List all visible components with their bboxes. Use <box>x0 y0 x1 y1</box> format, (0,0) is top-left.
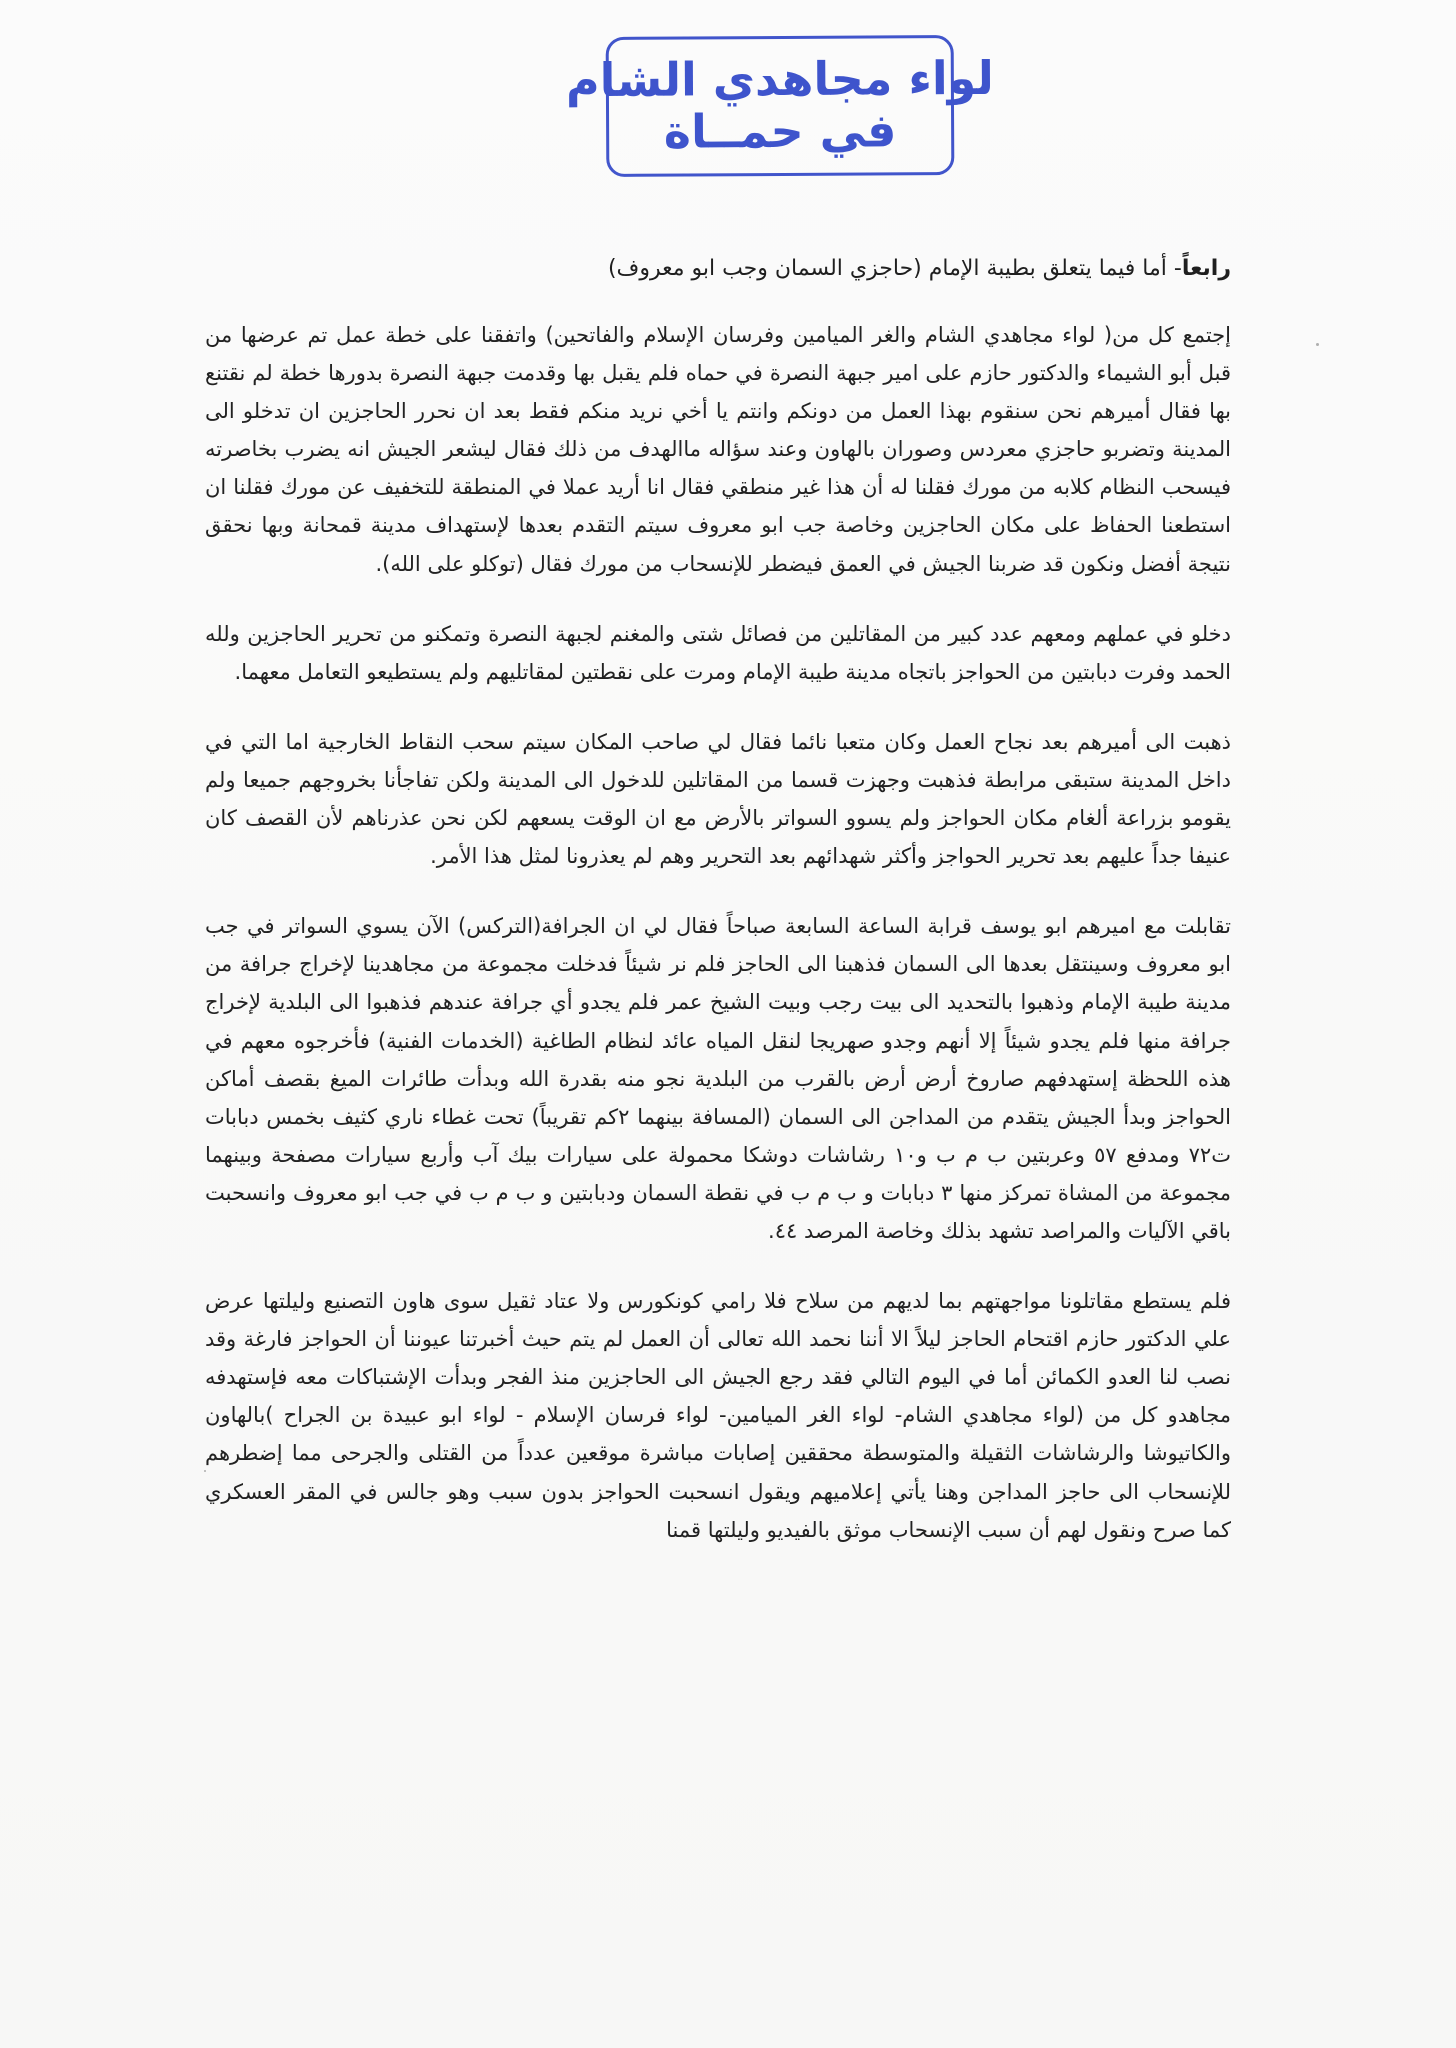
paragraph-1: إجتمع كل من( لواء مجاهدي الشام والغر الميامين وفرسان الإسلام والفاتحين) واتفقنا على خطة عمل تم عرضها من قبل أبو الشيماء والدكتور حازم على امير جبهة النصرة في حماه فلم يقبل بها وقدمت جبهة النصرة بدورها خطة لم نقتنع بها فقال أميرهم نحن سنقوم بهذا العمل من دونكم وانتم يا أخي نريد منكم فقط بعد ان نحرر الحاجزين ان تدخلو الى المدينة وتضربو حاجزي معردس وصوران بالهاون وعند سؤاله ماالهدف من ذلك فقال ليشعر الجيش انه يضرب بخاصرته فيسحب النظام كلابه من مورك فقلنا له أن هذا غير منطقي فقال انا أريد عملا في المنطقة للتخفيف عن مورك فقلنا ان استطعنا الحفاظ على مكان الحاجزين وخاصة جب ابو معروف سيتم التقدم بعدها لإستهداف مدينة قمحانة وبها نحقق نتيجة أفضل ونكون قد ضربنا الجيش في العمق فيضطر للإنسحاب من مورك فقال (توكلو على الله). <box>205 323 1231 576</box>
paragraph-5: فلم يستطع مقاتلونا مواجهتهم بما لديهم من سلاح فلا رامي كونكورس ولا عتاد ثقيل سوى هاون التصنيع وليلتها عرض علي الدكتور حازم اقتحام الحاجز ليلاً الا أننا نحمد الله تعالى أن العمل لم يتم حيث أخبرتنا عيوننا أن الحواجز فارغة وقد نصب لنا العدو الكمائن أما في اليوم التالي فقد رجع الجيش الى الحاجزين منذ الفجر وبدأت الإشتباكات معه فإستهدفه مجاهدو كل من (لواء مجاهدي الشام- لواء الغر الميامين- لواء فرسان الإسلام - لواء ابو عبيدة بن الجراح )بالهاون والكاتيوشا والرشاشات الثقيلة والمتوسطة محققين إصابات مباشرة موقعين عدداً من القتلى والجرحى مما إضطرهم للإنسحاب الى حاجز المداجن وهنا يأتي إعلاميهم ويقول انسحبت الحواجز بدون سبب وهو جالس في المقر العسكري كما صرح ونقول لهم أن سبب الإنسحاب موثق بالفيديو وليلتها قمنا <box>205 1289 1231 1542</box>
brigade-stamp <box>565 35 994 177</box>
paragraph-2: دخلو في عملهم ومعهم عدد كبير من المقاتلين من فصائل شتى والمغنم لجبهة النصرة وتمكنو من تحرير الحاجزين ولله الحمد وفرت دبابتين من الحواجز باتجاه مدينة طيبة الإمام ومرت على نقطتين لمقاتليهم ولم يستطيعو التعامل معهما. <box>205 621 1231 684</box>
section-label: رابعاً <box>1181 256 1231 281</box>
paragraph-3: ذهبت الى أميرهم بعد نجاح العمل وكان متعبا نائما فقال لي صاحب المكان سيتم سحب النقاط الخارجية اما التي في داخل المدينة ستبقى مرابطة فذهبت وجهزت قسما من المقاتلين للدخول الى المدينة ولكن تفاجأنا بخروجهم جميعا ولم يقومو بزراعة ألغام مكان الحواجز ولم يسوو السواتر بالأرض مع ان الوقت يسعهم لكن نحن عذرناهم لأن القصف كان عنيفا جداً عليهم بعد تحرير الحواجز وأكثر شهدائهم بعد التحرير وهم لم يعذرونا لمثل هذا الأمر. <box>205 729 1231 869</box>
scan-speck <box>1316 343 1319 346</box>
section-heading <box>205 250 1231 288</box>
section-heading-text: - أما فيما يتعلق بطيبة الإمام (حاجزي السمان وجب ابو معروف) <box>607 256 1182 281</box>
document-body <box>205 250 1231 2010</box>
paragraph-4: تقابلت مع اميرهم ابو يوسف قرابة الساعة السابعة صباحاً فقال لي ان الجرافة(التركس) الآن يسوي السواتر في جب ابو معروف وسينتقل بعدها الى السمان فذهبنا الى الحاجز فلم نر شيئاً فدخلت مجموعة من مجاهدينا لإخراج جرافة من مدينة طيبة الإمام وذهبوا بالتحديد الى بيت رجب وبيت الشيخ عمر فلم يجدو أي جرافة عندهم فذهبوا الى البلدية لإخراج جرافة منها فلم يجدو شيئاً إلا أنهم وجدو صهريجا لنقل المياه عائد لنظام الطاغية (الخدمات الفنية) فأخرجوه معهم في هذه اللحظة إستهدفهم صاروخ أرض أرض بالقرب من البلدية نجو منه بقدرة الله وبدأت طائرات الميغ بقصف أماكن الحواجز وبدأ الجيش يتقدم من المداجن الى السمان (المسافة بينهما ٢كم تقريباً) تحت غطاء ناري كثيف بخمس دبابات ت٧٢ ومدفع ٥٧ وعربتين ب م ب و١٠ رشاشات دوشكا محمولة على سيارات بيك آب وأربع سيارات مصفحة وبينهما مجموعة من المشاة تمركز منها ٣ دبابات و ب م ب في نقطة السمان ودبابتين و ب م ب في جب ابو معروف وانسحبت باقي الآليات والمراصد تشهد بذلك وخاصة المرصد ٤٤. <box>205 914 1232 1243</box>
stamp-title: لواء مجاهدي الشام <box>565 51 994 108</box>
scan-speck <box>204 1470 206 1472</box>
stamp-location: في حمــاة <box>663 103 897 159</box>
